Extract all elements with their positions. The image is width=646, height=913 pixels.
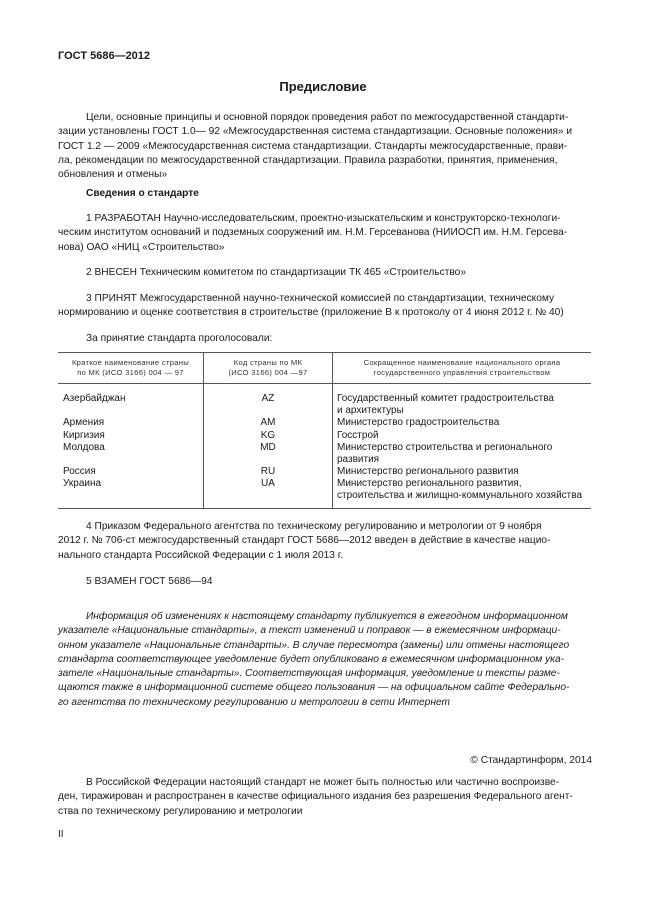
- country-cell: Армения: [63, 417, 105, 428]
- column-divider: [332, 353, 333, 508]
- intro-line: ла, рекомендации по межгосударственной стандартизации. Правила разработки, принятия, применения,: [58, 154, 558, 166]
- country-cell: Азербайджан: [63, 393, 126, 404]
- page-number: II: [58, 829, 64, 840]
- body-cell: [337, 442, 552, 467]
- item-3: [58, 292, 591, 321]
- body-line: Министерство регионального развития,: [337, 478, 522, 489]
- restriction-notice: [58, 776, 591, 819]
- country-cell: Украина: [63, 478, 102, 489]
- info-line: щаются также в информационной системе общего пользования — на официальном сайте Федерально-: [58, 682, 570, 694]
- info-line: го агентства по техническому регулированию и метрологии в сети Интернет: [58, 696, 450, 708]
- intro-paragraph: [58, 111, 591, 182]
- voting-table: [58, 352, 591, 509]
- info-line: онном указателе «Национальные стандарты». В случае пересмотра (замены) или отмены настоящего: [58, 639, 570, 651]
- header-line: Краткое наименование страны: [71, 358, 190, 367]
- header-line: государственного управления строительством: [373, 368, 551, 377]
- restriction-line: ства по техническому регулированию и метрологии: [58, 805, 303, 817]
- copyright: © Стандартинформ, 2014: [470, 755, 592, 766]
- code-cell: MD: [260, 442, 276, 453]
- document-id: ГОСТ 5686—2012: [58, 50, 151, 62]
- item-3-line: нормированию и оценке соответствия в строительстве (приложение В к протоколу от 4 июня 2012 г. № 40): [58, 307, 564, 319]
- item-2: 2 ВНЕСЕН Техническим комитетом по стандартизации ТК 465 «Строительство»: [86, 267, 466, 278]
- country-cell: Молдова: [63, 442, 105, 453]
- restriction-line: В Российской Федерации настоящий стандарт не может быть полностью или частично воспроизве-: [86, 777, 560, 788]
- body-line: Госстрой: [337, 430, 379, 441]
- table-header-divider: [58, 353, 591, 384]
- body-cell: [337, 393, 554, 418]
- item-4-line: 2012 г. № 706-ст межгосударственный стандарт ГОСТ 5686—2012 введен в действие в качестве нацио-: [58, 535, 551, 547]
- item-1-line: нова) ОАО «НИЦ «Строительство»: [58, 241, 225, 253]
- item-4-line: 4 Приказом Федерального агентства по техническому регулированию и метрологии от 9 ноября: [86, 521, 542, 532]
- page-title: Предисловие: [279, 79, 367, 94]
- header-line: Код страны по МК: [233, 358, 303, 367]
- item-1: [58, 212, 591, 255]
- info-line: зателе «Национальные стандарты». Соответствующая информация, уведомление и тексты разме-: [58, 668, 560, 680]
- item-3-line: 3 ПРИНЯТ Межгосударственной научно-технической комиссией по стандартизации, техническому: [86, 293, 555, 304]
- section-heading: Сведения о стандарте: [86, 188, 199, 199]
- body-line: Министерство градостроительства: [337, 417, 500, 428]
- body-line: Министерство строительства и регионального: [337, 442, 553, 453]
- code-cell: AM: [260, 417, 276, 428]
- country-cell: Россия: [63, 466, 96, 477]
- body-cell: [337, 478, 582, 503]
- country-cell: Киргизия: [63, 430, 105, 441]
- body-cell: [337, 466, 519, 478]
- item-4: [58, 520, 591, 563]
- header-line: по МК (ИСО 3166) 004 — 97: [77, 368, 184, 377]
- code-cell: AZ: [261, 393, 275, 404]
- body-line: и архитектуры: [337, 405, 404, 417]
- body-line: развития: [337, 454, 380, 466]
- code-cell: KG: [260, 430, 276, 441]
- info-notice: [58, 610, 591, 710]
- item-1-line: 1 РАЗРАБОТАН Научно-исследовательским, проектно-изыскательским и конструкторско-технологи-: [86, 213, 561, 224]
- body-line: строительства и жилищно-коммунального хозяйства: [337, 490, 583, 502]
- body-cell: [337, 417, 499, 429]
- intro-line: зации установлены ГОСТ 1.0— 92 «Межгосударственная система стандартизации. Основные положения» и: [58, 126, 573, 138]
- info-line: Информация об изменениях к настоящему стандарту публикуется в ежегодном информационном: [86, 611, 568, 622]
- info-line: стандарта соответствующее уведомление будет опубликовано в ежемесячном информационном ука-: [58, 653, 565, 665]
- intro-line: ГОСТ 1.2 — 2009 «Межгосударственная система стандартизации. Стандарты межгосударственные, прави-: [58, 140, 568, 152]
- body-line: Министерство регионального развития: [337, 466, 519, 477]
- item-1-line: ческим институтом оснований и подземных сооружений им. Н.М. Герсеванова (НИИОСП им. Н.М. Герсева-: [58, 227, 568, 239]
- body-cell: [337, 430, 379, 442]
- header-line: (ИСО 3166) 004 —97: [228, 368, 308, 377]
- item-4-line: нального стандарта Российской Федерации с 1 июля 2013 г.: [58, 549, 344, 561]
- body-line: Государственный комитет градостроительства: [337, 393, 554, 404]
- info-line: указателе «Национальные стандарты», а текст изменений и поправок — в ежемесячном информаци-: [58, 625, 561, 637]
- header-line: Сокращенное наименование национального органа: [363, 358, 561, 367]
- item-5: 5 ВЗАМЕН ГОСТ 5686—94: [86, 576, 213, 587]
- code-cell: UA: [261, 478, 275, 489]
- vote-intro: За принятие стандарта проголосовали:: [86, 333, 273, 344]
- intro-line: обновления и отмены»: [58, 169, 168, 181]
- code-cell: RU: [260, 466, 276, 477]
- intro-line: Цели, основные принципы и основной порядок проведения работ по межгосударственной стандарти-: [86, 112, 569, 123]
- restriction-line: ден, тиражирован и распространен в качестве официального издания без разрешения Федерального агент-: [58, 791, 573, 803]
